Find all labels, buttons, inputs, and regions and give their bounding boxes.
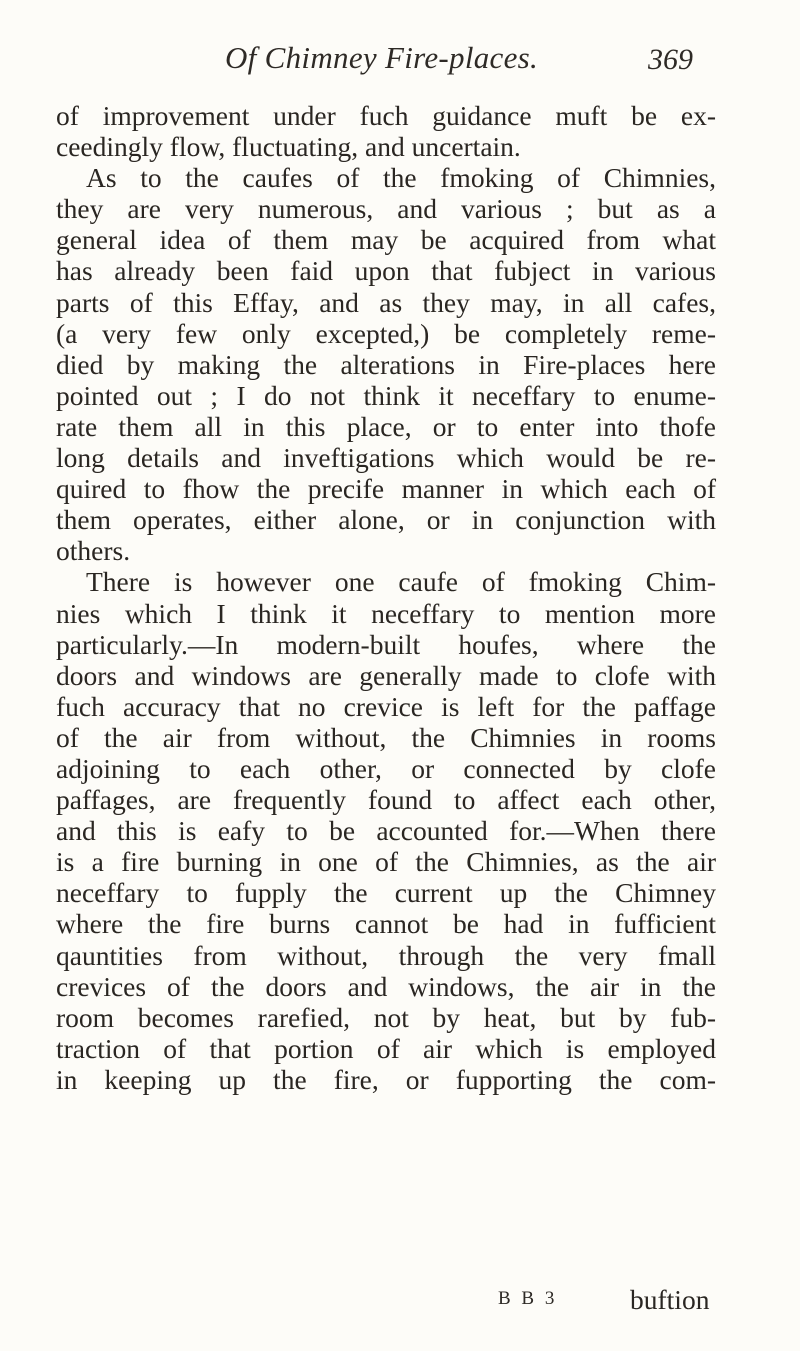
text-line: them operates, either alone, or in conjunction with — [56, 504, 716, 536]
text-line: general idea of them may be acquired from what — [56, 224, 716, 256]
text-line: adjoining to each other, or connected by clofe — [56, 752, 716, 784]
body-text — [56, 100, 716, 1095]
text-line: doors and windows are generally made to clofe with — [56, 659, 716, 691]
running-head — [0, 40, 800, 90]
running-title: Of Chimney Fire-places. — [225, 40, 539, 75]
text-line: rate them all in this place, or to enter into thofe — [56, 410, 716, 442]
text-line: others. — [56, 535, 131, 567]
text-line: died by making the alterations in Fire-places here — [56, 348, 716, 380]
text-line: they are very numerous, and various ; but as a — [56, 193, 716, 225]
text-line: crevices of the doors and windows, the air in the — [56, 970, 716, 1002]
text-line: long details and inveftigations which would be re- — [56, 442, 716, 474]
page-number: 369 — [648, 43, 693, 76]
text-line: has already been faid upon that fubject in various — [56, 255, 716, 287]
text-line: nies which I think it neceffary to mention more — [56, 597, 716, 629]
text-line: qauntities from without, through the very fmall — [56, 939, 716, 971]
text-line: and this is eafy to be accounted for.—When there — [56, 815, 716, 847]
page-footer — [0, 1284, 800, 1324]
text-line: room becomes rarefied, not by heat, but by fub- — [56, 1001, 716, 1033]
text-line: of the air from without, the Chimnies in rooms — [56, 721, 716, 753]
text-line: neceffary to fupply the current up the Chimney — [56, 877, 716, 909]
text-line: paffages, are frequently found to affect each other, — [56, 784, 716, 816]
text-line: in keeping up the fire, or fupporting the com- — [56, 1063, 716, 1095]
text-line: There is however one caufe of fmoking Chim- — [86, 566, 716, 598]
text-line: As to the caufes of the fmoking of Chimnies, — [86, 162, 716, 194]
text-line: of improvement under fuch guidance muft be ex- — [56, 100, 716, 131]
text-line: particularly.—In modern-built houfes, where the — [56, 628, 716, 660]
text-line: traction of that portion of air which is employed — [56, 1032, 716, 1064]
text-line: fuch accuracy that no crevice is left for the paffage — [56, 690, 716, 722]
text-line: where the fire burns cannot be had in fufficient — [56, 908, 716, 940]
text-line: pointed out ; I do not think it neceffary to enume- — [56, 379, 716, 411]
text-line: quired to fhow the precife manner in which each of — [56, 473, 716, 505]
catchword: buftion — [630, 1284, 710, 1315]
signature-mark: B B 3 — [498, 1288, 558, 1309]
text-line: ceedingly flow, fluctuating, and uncertain. — [56, 131, 521, 163]
text-line: (a very few only excepted,) be completely reme- — [56, 317, 716, 349]
text-line: is a fire burning in one of the Chimnies, as the air — [56, 846, 716, 878]
text-line: parts of this Effay, and as they may, in all cafes, — [56, 286, 716, 318]
